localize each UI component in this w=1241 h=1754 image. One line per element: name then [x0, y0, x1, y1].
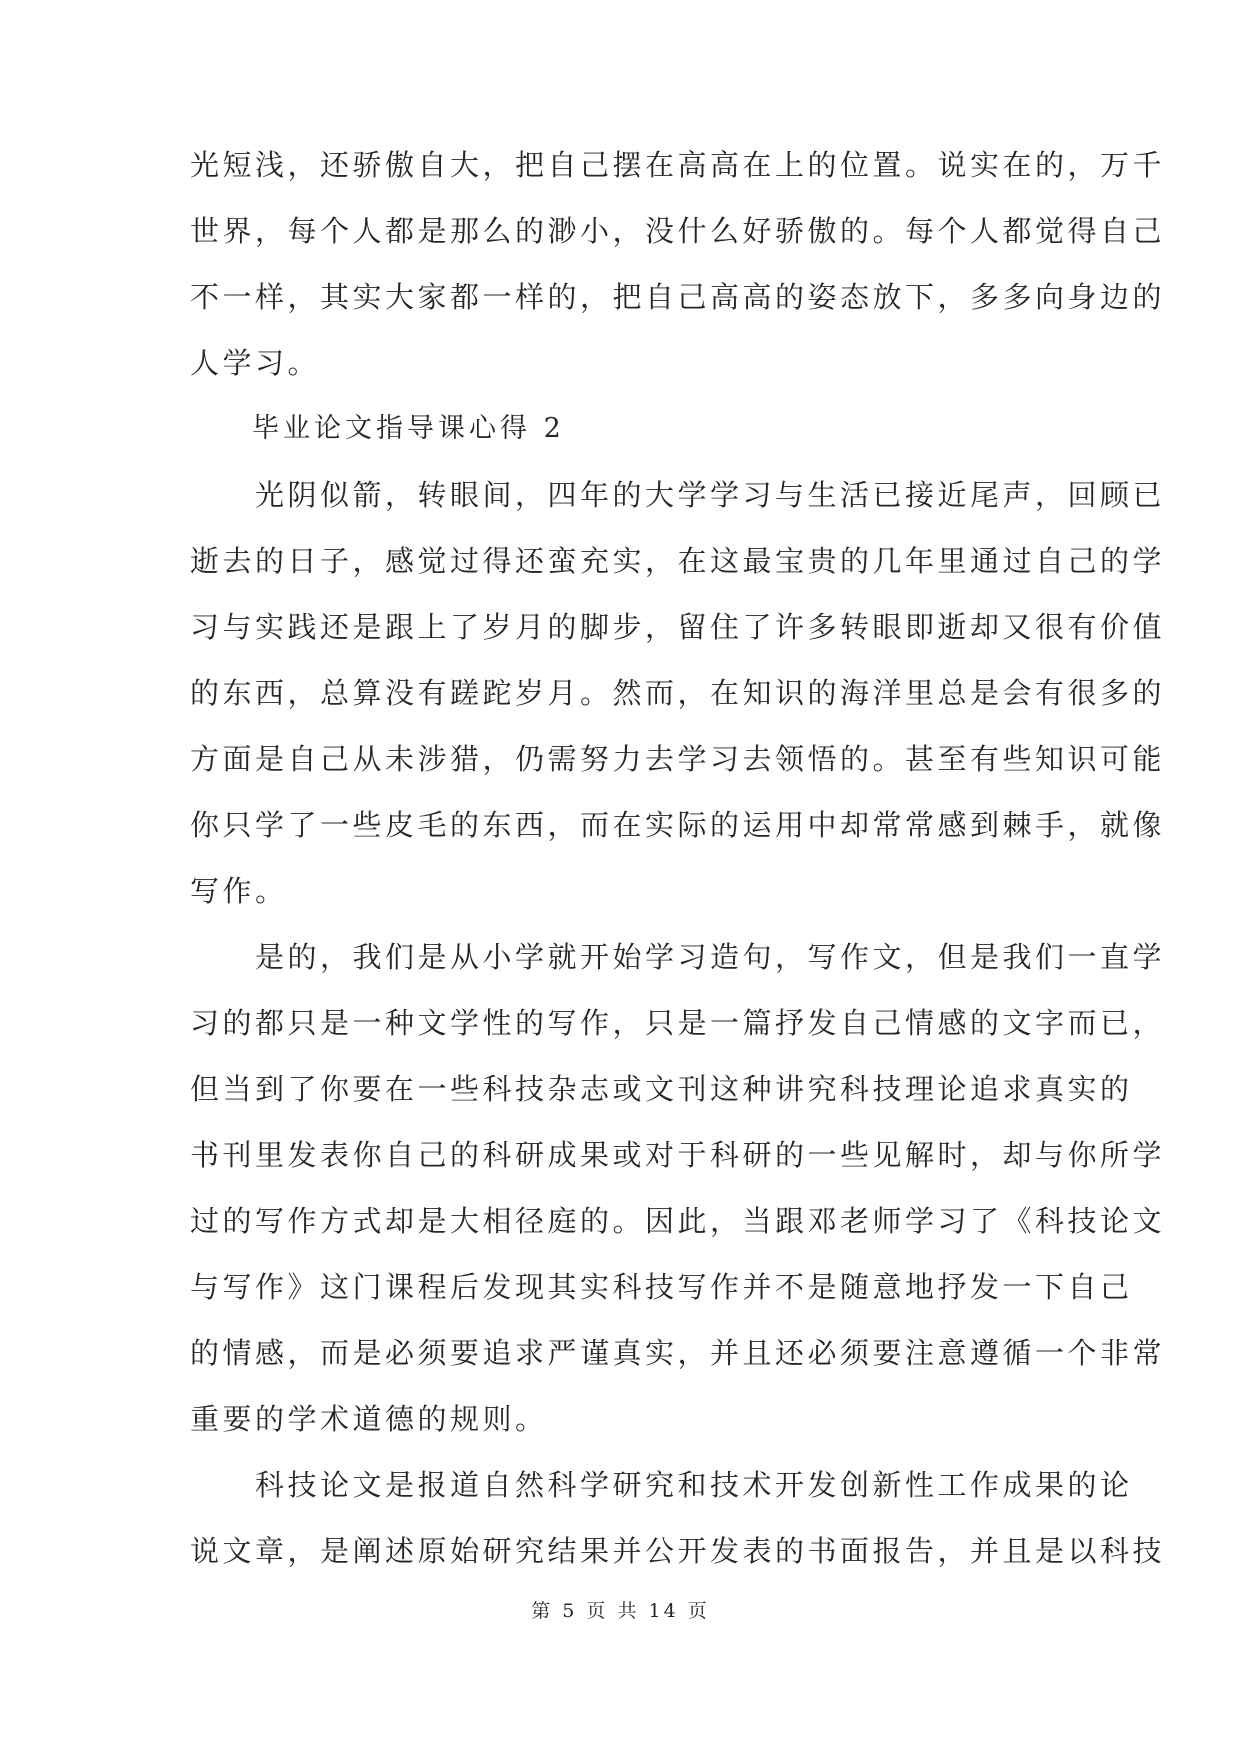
text-line: 说文章，是阐述原始研究结果并公开发表的书面报告，并且是以科技 — [190, 1534, 1166, 1568]
text-line: 的东西，总算没有蹉跎岁月。然而，在知识的海洋里总是会有很多的 — [190, 676, 1166, 710]
text-line: 习与实践还是跟上了岁月的脚步，留住了许多转眼即逝却又很有价值 — [190, 610, 1166, 644]
text-line: 世界，每个人都是那么的渺小，没什么好骄傲的。每个人都觉得自己 — [190, 214, 1166, 248]
text-line: 重要的学术道德的规则。 — [190, 1402, 548, 1436]
page-number-footer: 第 5 页 共 14 页 — [531, 1600, 710, 1622]
text-line: 与写作》这门课程后发现其实科技写作并不是随意地抒发一下自己 — [190, 1270, 1133, 1304]
text-line: 你只学了一些皮毛的东西，而在实际的运用中却常常感到棘手，就像 — [190, 808, 1166, 842]
text-line: 是的，我们是从小学就开始学习造句，写作文，但是我们一直学 — [190, 940, 1166, 974]
text-line: 书刊里发表你自己的科研成果或对于科研的一些见解时，却与你所学 — [190, 1138, 1166, 1172]
text-line: 过的写作方式却是大相径庭的。因此，当跟邓老师学习了《科技论文 — [190, 1204, 1166, 1238]
document-body — [190, 132, 1166, 1584]
text-line: 但当到了你要在一些科技杂志或文刊这种讲究科技理论追求真实的 — [190, 1072, 1133, 1106]
text-line: 光短浅，还骄傲自大，把自己摆在高高在上的位置。说实在的，万千 — [190, 148, 1166, 182]
text-line: 方面是自己从未涉猎，仍需努力去学习去领悟的。甚至有些知识可能 — [190, 742, 1166, 776]
text-line: 人学习。 — [190, 346, 321, 380]
section-heading: 毕业论文指导课心得 2 — [190, 413, 565, 444]
text-line: 的情感，而是必须要追求严谨真实，并且还必须要注意遵循一个非常 — [190, 1336, 1166, 1370]
text-line: 逝去的日子，感觉过得还蛮充实，在这最宝贵的几年里通过自己的学 — [190, 544, 1166, 578]
text-line: 写作。 — [190, 874, 288, 908]
text-line: 光阴似箭，转眼间，四年的大学学习与生活已接近尾声，回顾已 — [190, 478, 1166, 512]
text-line: 习的都只是一种文学性的写作，只是一篇抒发自己情感的文字而已， — [190, 1006, 1166, 1040]
text-line: 科技论文是报道自然科学研究和技术开发创新性工作成果的论 — [190, 1468, 1133, 1502]
text-line: 不一样，其实大家都一样的，把自己高高的姿态放下，多多向身边的 — [190, 280, 1166, 314]
